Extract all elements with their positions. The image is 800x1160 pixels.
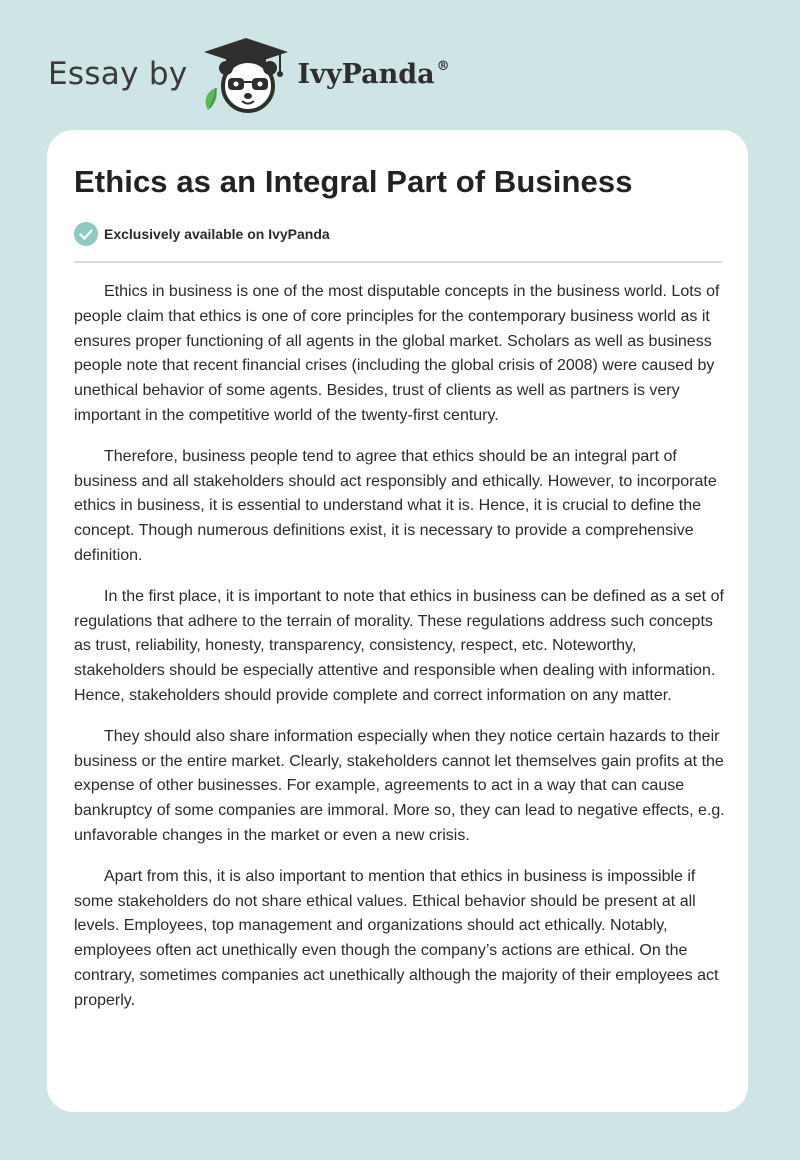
paragraph: Apart from this, it is also important to mention that ethics in business is impossible if some stakeholders do not share ethical values. Ethical behavior should be present at all levels. Employees, top management and organizations should act ethically. Notably, employees often act unethically even though the company’s actions are ethical. On the contrary, sometimes companies act unethically although the majority of their employees act properly. xyxy=(74,867,719,1009)
essay-body xyxy=(74,280,726,1030)
exclusive-badge xyxy=(74,222,330,246)
essay-by-label: Essay by xyxy=(48,56,188,92)
site-header xyxy=(48,34,450,114)
essay-title: Ethics as an Integral Part of Business xyxy=(74,164,633,199)
registered-mark: ® xyxy=(436,58,450,74)
essay-card xyxy=(47,130,748,1112)
brand-name xyxy=(298,59,450,90)
title-divider xyxy=(74,261,722,263)
brand-label: IvyPanda xyxy=(297,58,435,90)
paragraph: Ethics in business is one of the most disputable concepts in the business world. Lots of people claim that ethics is one of core principles for the contemporary business world as it ensures proper functioning of all agents in the global market. Scholars as well as business people note that recent financial crises (including the global crisis of 2008) were caused by unethical behavior of some agents. Besides, trust of clients as well as partners is very important in the competitive world of the twenty-first century. xyxy=(74,283,720,424)
panda-graduation-cap-logo-icon[interactable] xyxy=(198,34,294,114)
paragraph: Therefore, business people tend to agree that ethics should be an integral part of business and all stakeholders should act responsibly and ethically. However, to incorporate ethics in business, it is essential to understand what it is. Hence, it is crucial to define the concept. Though numerous definitions exist, it is necessary to provide a comprehensive definition. xyxy=(74,447,717,564)
paragraph: They should also share information especially when they notice certain hazards to their business or the entire market. Clearly, stakeholders cannot let themselves gain profits at the expense of other businesses. For example, agreements to act in a way that can cause bankruptcy of some companies are immoral. More so, they can lead to negative effects, e.g. unfavorable changes in the market or even a new crisis. xyxy=(74,727,725,844)
exclusive-badge-label: Exclusively available on IvyPanda xyxy=(104,226,330,242)
paragraph: In the first place, it is important to note that ethics in business can be defined as a set of regulations that adhere to the terrain of morality. These regulations address such concepts as trust, reliability, honesty, transparency, consistency, respect, etc. Noteworthy, stakeholders should be especially attentive and responsible when dealing with information. Hence, stakeholders should provide complete and correct information on any matter. xyxy=(74,587,724,704)
check-circle-icon xyxy=(74,222,98,246)
